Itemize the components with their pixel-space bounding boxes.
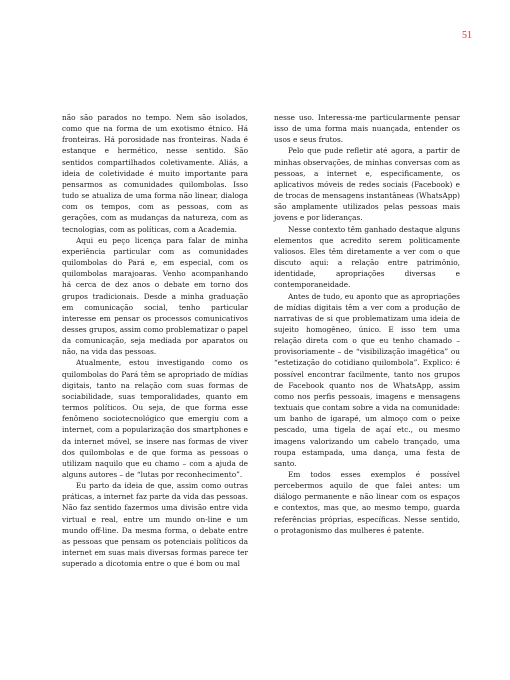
paragraph: Eu parto da ideia de que, assim como outras práticas, a internet faz parte da vida das pessoas. Não faz sentido fazermos uma divisão entre vida virtual e real, entre um mundo on-line e um mundo off-line. Da mesma forma, o debate entre as pessoas que pensam os potenciais políticos da internet em suas mais diversas formas parece ter superado a dicotomia entre o que é bom ou mal [62, 481, 248, 569]
text-column-right [274, 112, 460, 536]
paragraph: Em todos esses exemplos é possível percebermos aquilo de que falei antes: um diálogo permanente e não linear com os espaços e contextos, mas que, ao mesmo tempo, guarda referências próprias, específicas. Nesse sentido, o protagonismo das mulheres é patente. [274, 470, 460, 535]
paragraph: Aqui eu peço licença para falar de minha experiência particular com as comunidades quilombolas do Pará e, em especial, com os quilombolas marajoaras. Venho acompanhando há cerca de dez anos o debate em torno dos grupos tradicionais. Desde a minha graduação em comunicação social, tenho particular interesse em pensar os processos comunicativos desses grupos, assim como problematizar o papel da comunicação, seja mediada por aparatos ou não, na vida das pessoas. [62, 235, 248, 357]
text-column-left [62, 112, 248, 569]
paragraph: não são parados no tempo. Nem são isolados, como que na forma de um exotismo étnico. Há fronteiras. Há porosidade nas fronteiras. Nada é estanque e hermético, nesse sentido. São sentidos compartilhados coletivamente. Aliás, a ideia de coletividade é muito importante para pensarmos as comunidades quilombolas. Isso tudo se atualiza de uma forma não linear, dialoga com os tempos, com as pessoas, com as gerações, com as mudanças da natureza, com as tecnologias, com as políticas, com a Academia. [62, 113, 248, 234]
paragraph: Nesse contexto têm ganhado destaque alguns elementos que acredito serem politicamente valiosos. Eles têm diretamente a ver com o que discuto aqui: a relação entre patrimônio, identidade, apropriações diversas e contemporaneidade. [274, 224, 460, 290]
paragraph: Antes de tudo, eu aponto que as apropriações de mídias digitais têm a ver com a produção de narrativas de si que problematizam uma ideia de sujeito homogêneo, único. E isso tem uma relação direta com o que eu tenho chamado – provisoriamente – de “visibilização imagética” ou “estetização do cotidiano quilombola”. Explico: é possível encontrar facilmente, tanto nos grupos de Facebook quanto nos de WhatsApp, assim como nos perfis pessoais, imagens e mensagens textuais que contam sobre a vida na comunidade: um banho de igarapé, um almoço com o peixe pescado, uma tigela de açaí etc., ou mesmo imagens valorizando um cabelo trançado, uma roupa estampada, uma dança, uma festa de santo. [274, 291, 460, 468]
page-number: 51 [462, 30, 472, 41]
paragraph: Pelo que pude refletir até agora, a partir de minhas observações, de minhas conversas com as pessoas, a internet e, especificamente, os aplicativos móveis de redes sociais (Facebook) e de trocas de mensagens instantâneas (WhatsApp) são amplamente utilizados pelas pessoas mais jovens e por lideranças. [274, 146, 460, 223]
paragraph: nesse uso. Interessa-me particularmente pensar isso de uma forma mais nuançada, entender os usos e seus frutos. [274, 113, 460, 145]
paragraph: Atualmente, estou investigando como os quilombolas do Pará têm se apropriado de mídias digitais, tanto na relação com suas formas de sociabilidade, suas temporalidades, quanto em termos políticos. Ou seja, de que forma esse fenômeno sociotecnológico que emergiu com a internet, com a popularização dos smartphones e da internet móvel, se insere nas formas de viver dos quilombolas e de que forma as pessoas o utilizam naquilo que eu chamo – com a ajuda de alguns autores – de “lutas por reconhecimento”. [62, 358, 248, 479]
